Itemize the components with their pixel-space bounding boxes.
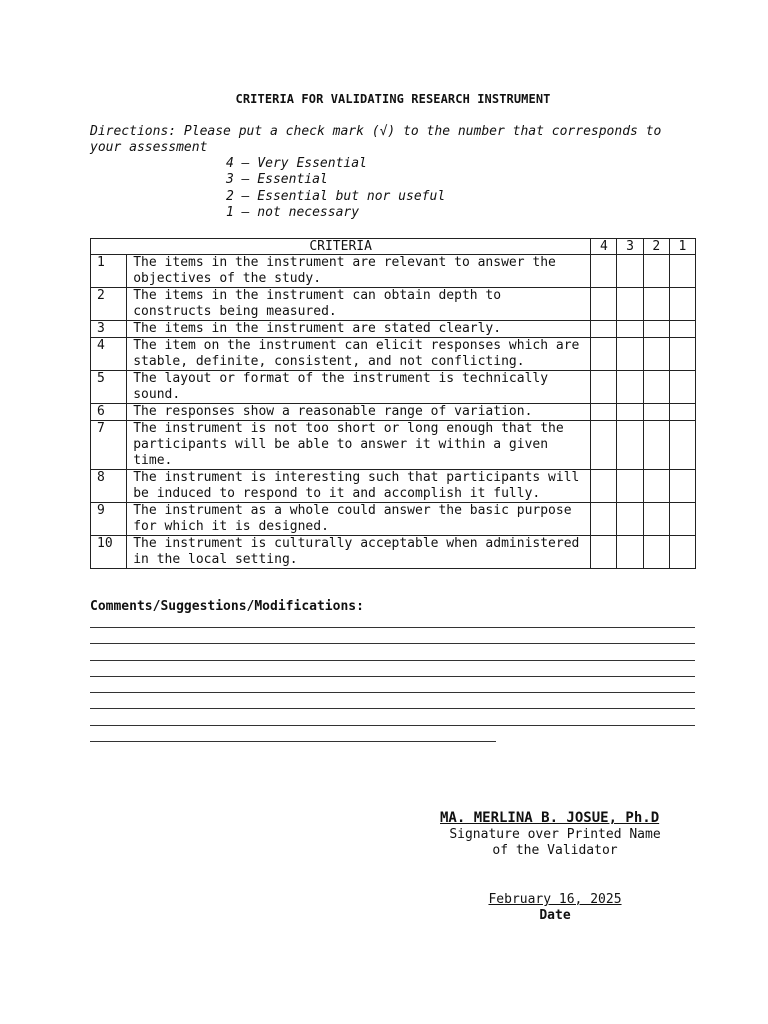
row-number: 5	[91, 371, 127, 404]
row-number: 9	[91, 503, 127, 536]
rating-cell-3[interactable]	[617, 321, 643, 338]
rating-cell-1[interactable]	[669, 470, 695, 503]
rating-cell-4[interactable]	[591, 288, 617, 321]
rating-cell-4[interactable]	[591, 470, 617, 503]
table-row	[91, 503, 696, 536]
rating-cell-4[interactable]	[591, 321, 617, 338]
row-criterion: The instrument as a whole could answer the basic purpose for which it is designed.	[127, 503, 591, 536]
rating-cell-2[interactable]	[643, 404, 669, 421]
rating-cell-1[interactable]	[669, 321, 695, 338]
directions-text: Directions: Please put a check mark (√) to the number that corresponds to your assessment	[90, 124, 662, 155]
rating-header-2: 2	[643, 239, 669, 255]
criteria-header: CRITERIA	[91, 239, 591, 255]
signature-caption-line2: of the Validator	[492, 843, 618, 858]
rating-cell-2[interactable]	[643, 255, 669, 288]
comment-line[interactable]	[90, 741, 496, 742]
row-number: 1	[91, 255, 127, 288]
rating-cell-3[interactable]	[617, 503, 643, 536]
rating-cell-1[interactable]	[669, 371, 695, 404]
table-row	[91, 470, 696, 503]
criteria-table	[90, 238, 696, 569]
row-number: 10	[91, 536, 127, 569]
date-text: February 16, 2025	[488, 892, 622, 907]
row-criterion: The items in the instrument are relevant to answer the objectives of the study.	[127, 255, 591, 288]
rating-header-4: 4	[591, 239, 617, 255]
row-number: 4	[91, 338, 127, 371]
rating-cell-1[interactable]	[669, 288, 695, 321]
rating-scale	[226, 156, 445, 221]
rating-cell-2[interactable]	[643, 503, 669, 536]
rating-cell-4[interactable]	[591, 536, 617, 569]
rating-header-1: 1	[669, 239, 695, 255]
rating-cell-1[interactable]	[669, 338, 695, 371]
rating-cell-1[interactable]	[669, 536, 695, 569]
table-row	[91, 371, 696, 404]
scale-item-3: 3 – Essential	[226, 172, 328, 188]
row-criterion: The responses show a reasonable range of variation.	[127, 404, 591, 421]
comment-line[interactable]	[90, 692, 695, 693]
table-row	[91, 536, 696, 569]
row-criterion: The instrument is culturally acceptable when administered in the local setting.	[127, 536, 591, 569]
comment-line[interactable]	[90, 725, 695, 726]
table-row	[91, 255, 696, 288]
row-number: 3	[91, 321, 127, 338]
table-header-row	[91, 239, 696, 255]
rating-cell-2[interactable]	[643, 321, 669, 338]
scale-item-1: 1 – not necessary	[226, 204, 360, 220]
rating-cell-4[interactable]	[591, 338, 617, 371]
comment-line[interactable]	[90, 676, 695, 677]
rating-cell-3[interactable]	[617, 371, 643, 404]
signature-caption-line1: Signature over Printed Name	[449, 827, 661, 842]
rating-cell-4[interactable]	[591, 421, 617, 470]
table-row	[91, 288, 696, 321]
comment-line[interactable]	[90, 708, 695, 709]
rating-cell-3[interactable]	[617, 536, 643, 569]
rating-cell-4[interactable]	[591, 371, 617, 404]
rating-cell-2[interactable]	[643, 288, 669, 321]
table-row	[91, 421, 696, 470]
row-number: 2	[91, 288, 127, 321]
rating-cell-2[interactable]	[643, 338, 669, 371]
row-number: 8	[91, 470, 127, 503]
row-criterion: The instrument is interesting such that participants will be induced to respond to it and accomplish it fully.	[127, 470, 591, 503]
row-criterion: The item on the instrument can elicit responses which are stable, definite, consistent, and not conflicting.	[127, 338, 591, 371]
rating-cell-4[interactable]	[591, 503, 617, 536]
rating-cell-2[interactable]	[643, 371, 669, 404]
rating-cell-1[interactable]	[669, 421, 695, 470]
row-number: 7	[91, 421, 127, 470]
comments-label: Comments/Suggestions/Modifications:	[90, 599, 364, 614]
row-criterion: The items in the instrument are stated clearly.	[127, 321, 591, 338]
validator-name: MA. MERLINA B. JOSUE, Ph.D	[440, 810, 660, 826]
date-label: Date	[539, 908, 571, 923]
table-row	[91, 338, 696, 371]
scale-item-4: 4 – Very Essential	[226, 156, 367, 171]
table-row	[91, 404, 696, 421]
rating-cell-3[interactable]	[617, 255, 643, 288]
rating-cell-1[interactable]	[669, 503, 695, 536]
rating-cell-1[interactable]	[669, 255, 695, 288]
rating-cell-1[interactable]	[669, 404, 695, 421]
rating-cell-2[interactable]	[643, 470, 669, 503]
date-value	[420, 892, 690, 907]
row-criterion: The items in the instrument can obtain depth to constructs being measured.	[127, 288, 591, 321]
rating-cell-4[interactable]	[591, 255, 617, 288]
rating-header-3: 3	[617, 239, 643, 255]
rating-cell-3[interactable]	[617, 421, 643, 470]
row-criterion: The instrument is not too short or long enough that the participants will be able to answer it within a given time.	[127, 421, 591, 470]
rating-cell-3[interactable]	[617, 288, 643, 321]
rating-cell-3[interactable]	[617, 338, 643, 371]
comment-line[interactable]	[90, 643, 695, 644]
row-criterion: The layout or format of the instrument is technically sound.	[127, 371, 591, 404]
rating-cell-3[interactable]	[617, 404, 643, 421]
signature-caption	[420, 827, 690, 859]
rating-cell-4[interactable]	[591, 404, 617, 421]
rating-cell-2[interactable]	[643, 421, 669, 470]
rating-cell-2[interactable]	[643, 536, 669, 569]
comment-line[interactable]	[90, 627, 695, 628]
comment-line[interactable]	[90, 660, 695, 661]
rating-cell-3[interactable]	[617, 470, 643, 503]
row-number: 6	[91, 404, 127, 421]
document-title: CRITERIA FOR VALIDATING RESEARCH INSTRUMENT	[235, 92, 551, 106]
table-row	[91, 321, 696, 338]
scale-item-2: 2 – Essential but nor useful	[226, 188, 446, 204]
